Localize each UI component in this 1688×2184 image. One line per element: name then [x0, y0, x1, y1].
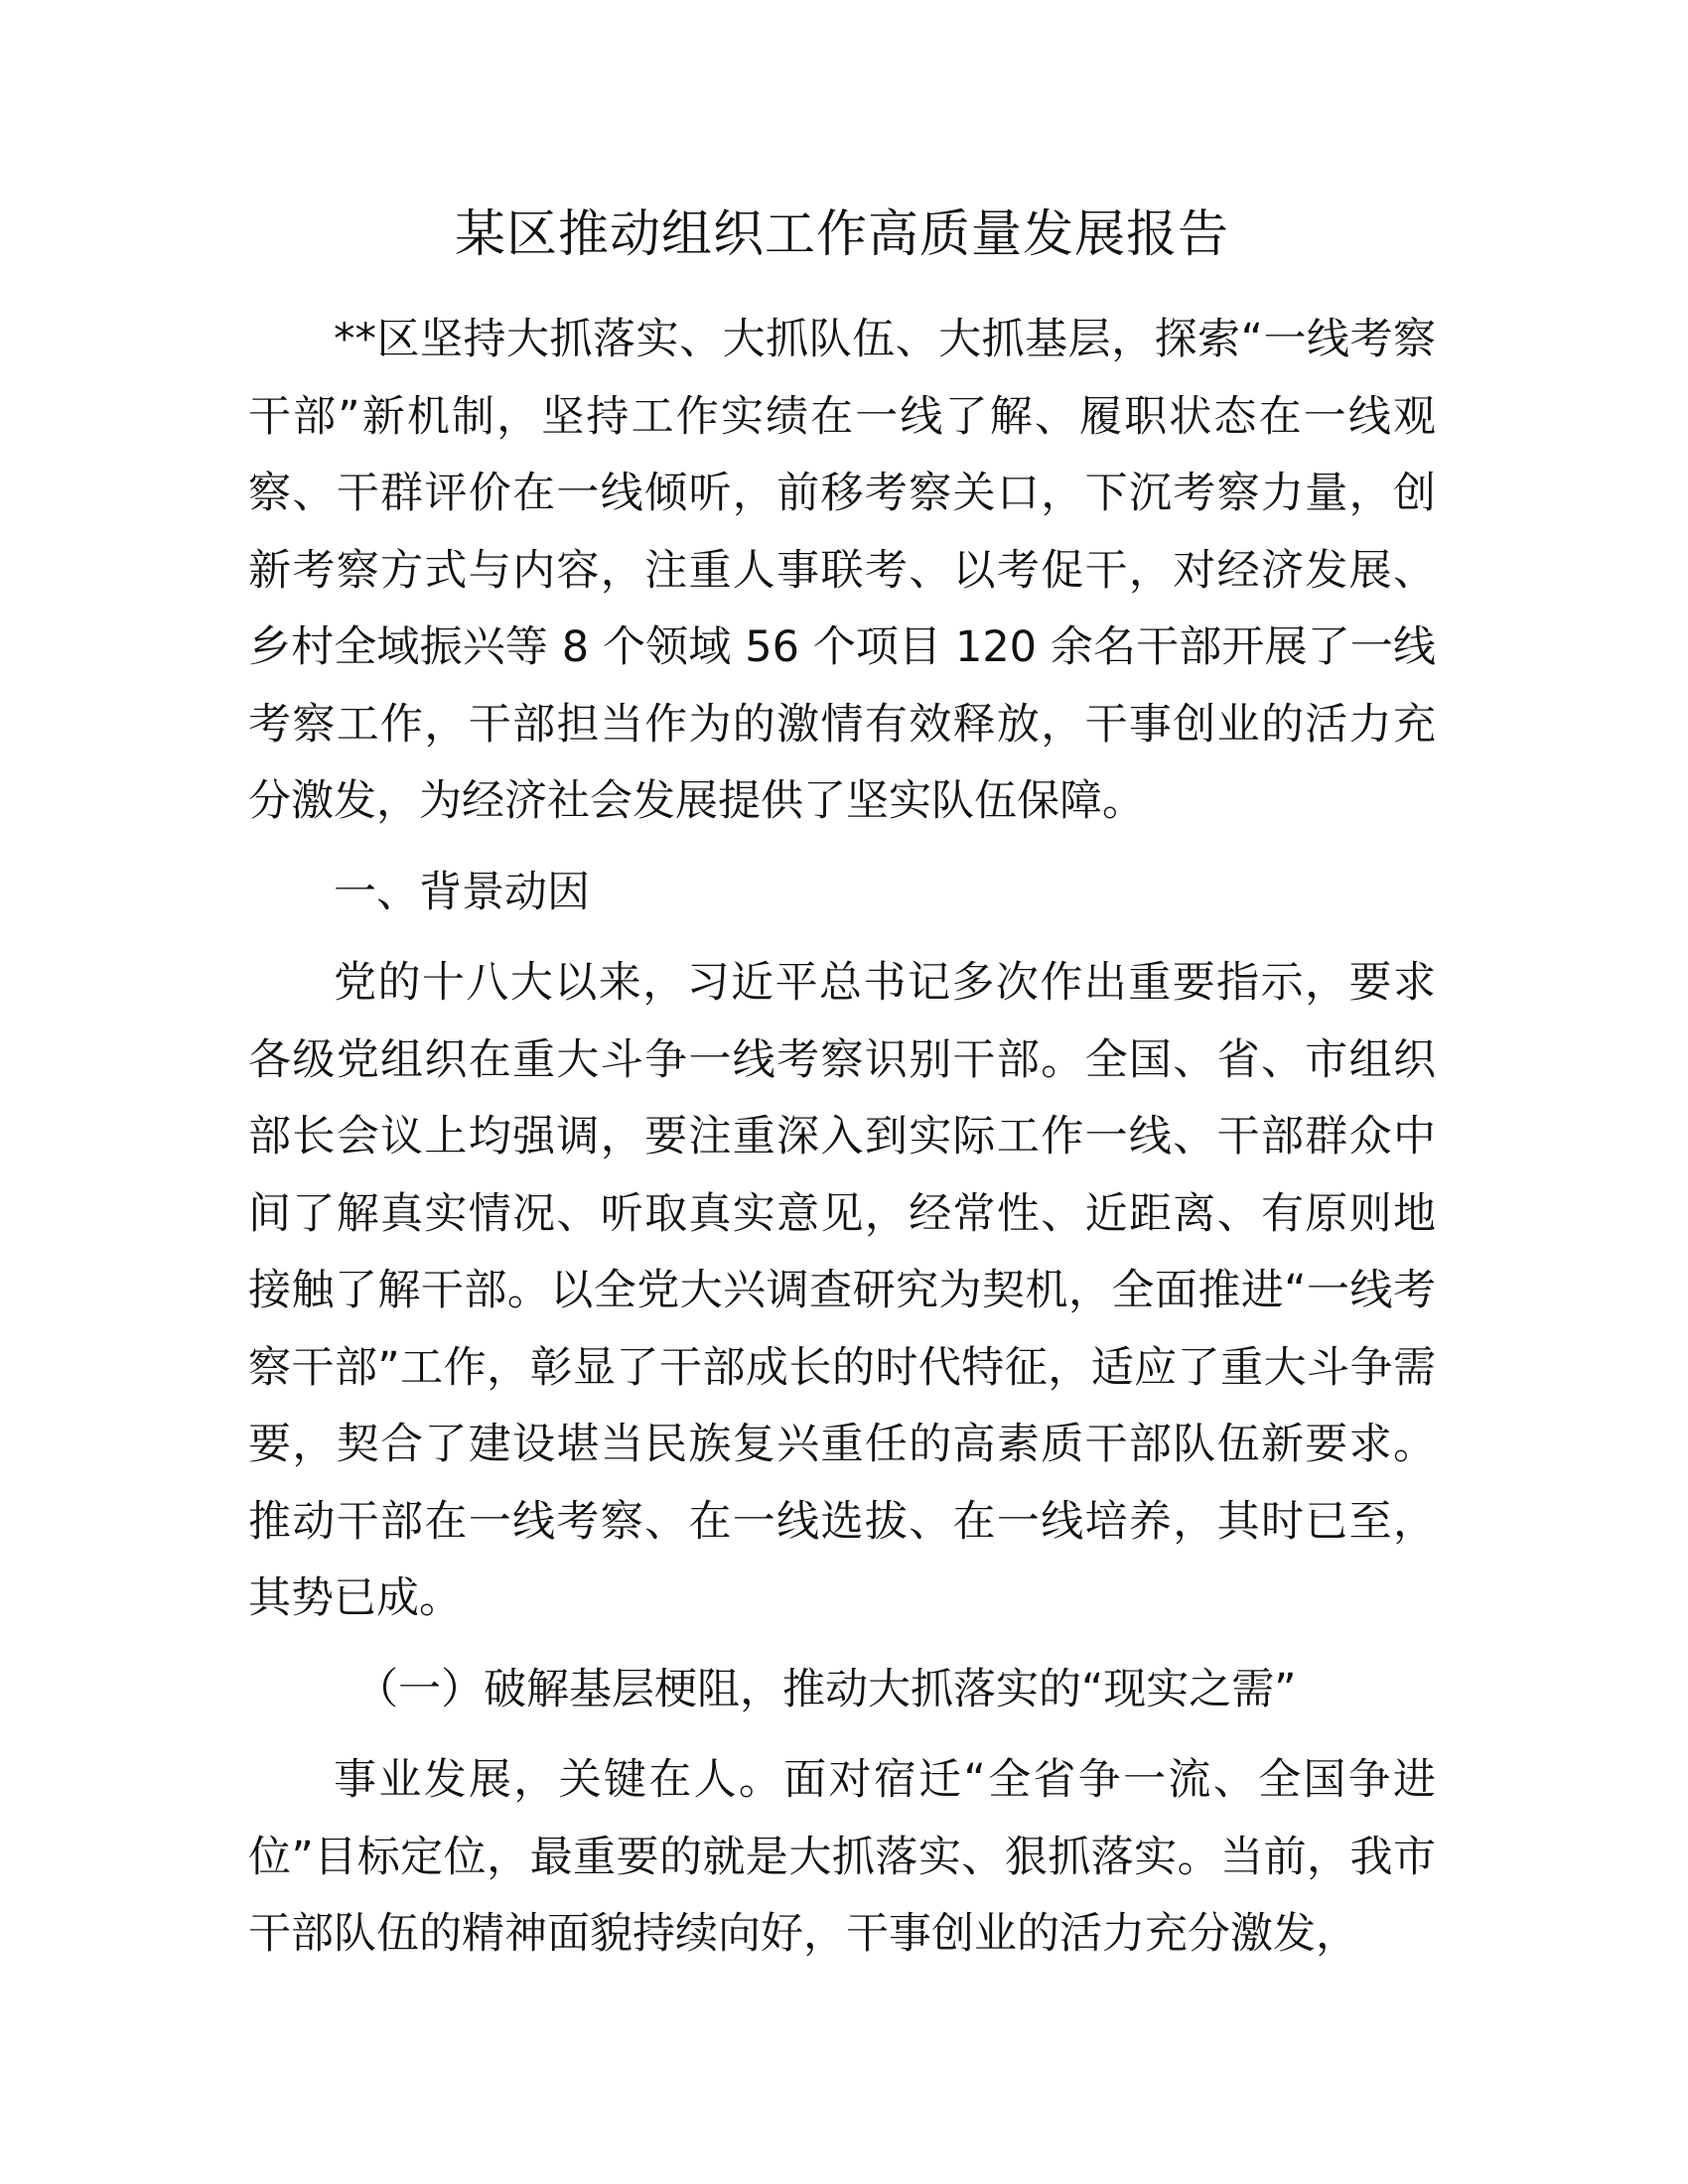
document-title: 某区推动组织工作高质量发展报告: [454, 205, 1229, 264]
document-body: [248, 199, 1436, 1987]
section-heading-background: 一、背景动因: [334, 867, 590, 917]
background-paragraph: 党的十八大以来，习近平总书记多次作出重要指示，要求各级党组织在重大斗争一线考察识别干部。全国、省、市组织部长会议上均强调，要注重深入到实际工作一线、干部群众中间了解真实情况、听取真实意见，经常性、近距离、有原则地接触了解干部。以全党大兴调查研究为契机，全面推进“一线考察干部”工作，彰显了干部成长的时代特征，适应了重大斗争需要，契合了建设堪当民族复兴重任的高素质干部队伍新要求。推动干部在一线考察、在一线选拔、在一线培养，其时已至，其势已成。: [248, 958, 1436, 1623]
grassroots-paragraph: 事业发展，关键在人。面对宿迁“全省争一流、全国争进位”目标定位，最重要的就是大抓落实、狠抓落实。当前，我市干部队伍的精神面貌持续向好，干事创业的活力充分激发，: [248, 1755, 1436, 1959]
subsection-heading-grassroots: （一）破解基层梗阻，推动大抓落实的“现实之需”: [355, 1664, 1297, 1714]
intro-paragraph: **区坚持大抓落实、大抓队伍、大抓基层，探索“一线考察干部”新机制，坚持工作实绩在一线了解、履职状态在一线观察、干群评价在一线倾听，前移考察关口，下沉考察力量，创新考察方式与内容，注重人事联考、以考促干，对经济发展、乡村全域振兴等 8 个领域 56 个项目 120 余名干部开展了一线考察工作，干部担当作为的激情有效释放，干事创业的活力充分激发，为经济社会发展提供了坚实队伍保障。: [248, 315, 1436, 826]
